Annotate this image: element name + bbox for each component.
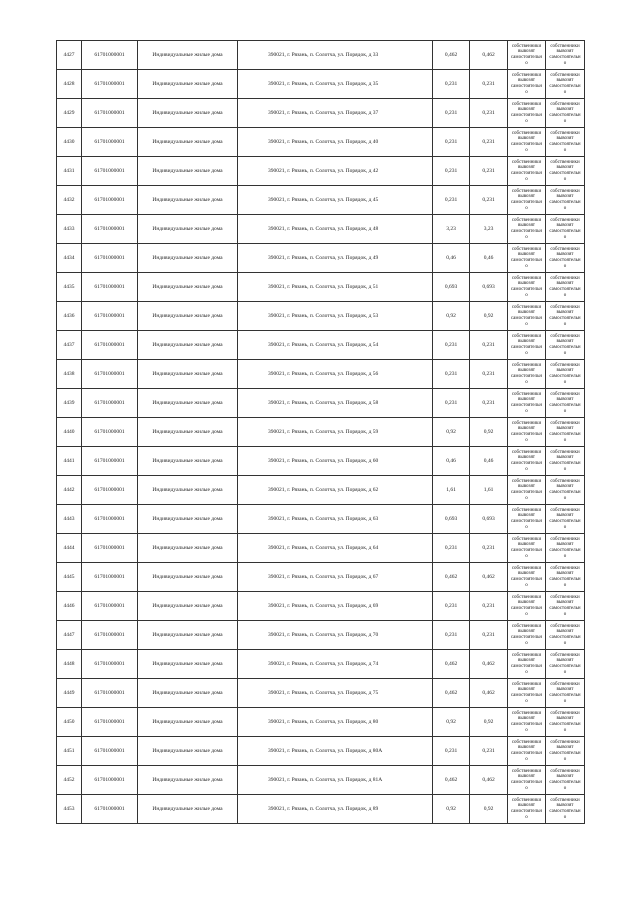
object-address: 390021, г. Рязань, п. Солотча, ул. Порядок, д 42	[238, 157, 433, 186]
object-type: Индивидуальные жилые дома	[138, 128, 238, 157]
object-address: 390021, г. Рязань, п. Солотча, ул. Порядок, д 81А	[238, 766, 433, 795]
note-cell: собственники вывозят самостоятельн о	[508, 302, 546, 331]
object-address: 390021, г. Рязань, п. Солотча, ул. Порядок, д 59	[238, 418, 433, 447]
object-type: Индивидуальные жилые дома	[138, 244, 238, 273]
volume-a: 0,92	[433, 795, 470, 824]
note-cell: собственники вывозят самостоятельн о	[508, 331, 546, 360]
volume-a: 0,231	[433, 592, 470, 621]
note-cell: собственники вывозят самостоятельн о	[508, 418, 546, 447]
object-type: Индивидуальные жилые дома	[138, 563, 238, 592]
note-cell: собственники вывозят самостоятельн о	[546, 186, 585, 215]
volume-b: 0,693	[470, 273, 508, 302]
row-number: 4429	[57, 99, 82, 128]
row-number: 4439	[57, 389, 82, 418]
object-type: Индивидуальные жилые дома	[138, 766, 238, 795]
oktmo-code: 61701000001	[82, 621, 138, 650]
note-cell: собственники вывозят самостоятельн о	[546, 273, 585, 302]
oktmo-code: 61701000001	[82, 70, 138, 99]
table-row	[57, 360, 585, 389]
object-address: 390021, г. Рязань, п. Солотча, ул. Порядок, д 62	[238, 476, 433, 505]
table-row	[57, 766, 585, 795]
object-type: Индивидуальные жилые дома	[138, 331, 238, 360]
volume-b: 0,92	[470, 795, 508, 824]
note-cell: собственники вывозят самостоятельн о	[546, 389, 585, 418]
oktmo-code: 61701000001	[82, 766, 138, 795]
note-cell: собственники вывозят самостоятельн о	[546, 679, 585, 708]
note-cell: собственники вывозят самостоятельн о	[508, 157, 546, 186]
object-address: 390021, г. Рязань, п. Солотча, ул. Порядок, д 53	[238, 302, 433, 331]
note-cell: собственники вывозят самостоятельн о	[546, 476, 585, 505]
table-row	[57, 99, 585, 128]
row-number: 4435	[57, 273, 82, 302]
volume-b: 0,462	[470, 766, 508, 795]
note-cell: собственники вывозят самостоятельн о	[546, 795, 585, 824]
object-type: Индивидуальные жилые дома	[138, 795, 238, 824]
volume-b: 0,231	[470, 737, 508, 766]
volume-a: 0,693	[433, 273, 470, 302]
volume-b: 0,693	[470, 505, 508, 534]
note-cell: собственники вывозят самостоятельн о	[546, 302, 585, 331]
table-row	[57, 650, 585, 679]
volume-a: 0,462	[433, 650, 470, 679]
note-cell: собственники вывозят самостоятельн о	[508, 650, 546, 679]
table-row	[57, 679, 585, 708]
table-row	[57, 505, 585, 534]
volume-a: 1,61	[433, 476, 470, 505]
volume-a: 0,231	[433, 157, 470, 186]
object-type: Индивидуальные жилые дома	[138, 273, 238, 302]
note-cell: собственники вывозят самостоятельн о	[508, 563, 546, 592]
object-type: Индивидуальные жилые дома	[138, 41, 238, 70]
object-address: 390021, г. Рязань, п. Солотча, ул. Порядок, д 70	[238, 621, 433, 650]
volume-a: 0,92	[433, 302, 470, 331]
table-row	[57, 389, 585, 418]
note-cell: собственники вывозят самостоятельн о	[546, 360, 585, 389]
table-row	[57, 534, 585, 563]
object-address: 390021, г. Рязань, п. Солотча, ул. Порядок, д 74	[238, 650, 433, 679]
note-cell: собственники вывозят самостоятельн о	[508, 679, 546, 708]
volume-b: 0,231	[470, 592, 508, 621]
object-type: Индивидуальные жилые дома	[138, 418, 238, 447]
object-address: 390021, г. Рязань, п. Солотча, ул. Порядок, д 64	[238, 534, 433, 563]
note-cell: собственники вывозят самостоятельн о	[508, 70, 546, 99]
volume-b: 0,231	[470, 70, 508, 99]
volume-a: 0,231	[433, 389, 470, 418]
note-cell: собственники вывозят самостоятельн о	[508, 99, 546, 128]
object-address: 390021, г. Рязань, п. Солотча, ул. Порядок, д 48	[238, 215, 433, 244]
volume-b: 0,92	[470, 708, 508, 737]
table-row	[57, 128, 585, 157]
oktmo-code: 61701000001	[82, 99, 138, 128]
volume-b: 3,23	[470, 215, 508, 244]
note-cell: собственники вывозят самостоятельн о	[508, 389, 546, 418]
volume-a: 0,231	[433, 360, 470, 389]
row-number: 4445	[57, 563, 82, 592]
volume-b: 0,92	[470, 418, 508, 447]
oktmo-code: 61701000001	[82, 679, 138, 708]
note-cell: собственники вывозят самостоятельн о	[546, 621, 585, 650]
table-row	[57, 418, 585, 447]
note-cell: собственники вывозят самостоятельн о	[546, 99, 585, 128]
volume-a: 0,462	[433, 563, 470, 592]
volume-a: 0,92	[433, 418, 470, 447]
note-cell: собственники вывозят самостоятельн о	[508, 186, 546, 215]
object-address: 390021, г. Рязань, п. Солотча, ул. Порядок, д 89	[238, 795, 433, 824]
row-number: 4448	[57, 650, 82, 679]
note-cell: собственники вывозят самостоятельн о	[508, 41, 546, 70]
table-row	[57, 331, 585, 360]
row-number: 4440	[57, 418, 82, 447]
object-type: Индивидуальные жилые дома	[138, 679, 238, 708]
volume-a: 0,462	[433, 766, 470, 795]
object-type: Индивидуальные жилые дома	[138, 534, 238, 563]
row-number: 4438	[57, 360, 82, 389]
note-cell: собственники вывозят самостоятельн о	[546, 41, 585, 70]
object-address: 390021, г. Рязань, п. Солотча, ул. Порядок, д 33	[238, 41, 433, 70]
volume-a: 0,462	[433, 679, 470, 708]
note-cell: собственники вывозят самостоятельн о	[508, 621, 546, 650]
object-address: 390021, г. Рязань, п. Солотча, ул. Порядок, д 80А	[238, 737, 433, 766]
oktmo-code: 61701000001	[82, 273, 138, 302]
note-cell: собственники вывозят самостоятельн о	[508, 215, 546, 244]
note-cell: собственники вывозят самостоятельн о	[546, 128, 585, 157]
row-number: 4453	[57, 795, 82, 824]
row-number: 4443	[57, 505, 82, 534]
table-row	[57, 795, 585, 824]
object-address: 390021, г. Рязань, п. Солотча, ул. Порядок, д 45	[238, 186, 433, 215]
note-cell: собственники вывозят самостоятельн о	[546, 215, 585, 244]
table-row	[57, 70, 585, 99]
note-cell: собственники вывозят самостоятельн о	[546, 505, 585, 534]
volume-b: 0,231	[470, 621, 508, 650]
volume-a: 0,231	[433, 70, 470, 99]
object-type: Индивидуальные жилые дома	[138, 708, 238, 737]
object-address: 390021, г. Рязань, п. Солотча, ул. Порядок, д 69	[238, 592, 433, 621]
table-row	[57, 215, 585, 244]
volume-a: 0,92	[433, 708, 470, 737]
row-number: 4427	[57, 41, 82, 70]
oktmo-code: 61701000001	[82, 418, 138, 447]
object-type: Индивидуальные жилые дома	[138, 650, 238, 679]
volume-a: 3,23	[433, 215, 470, 244]
note-cell: собственники вывозят самостоятельн о	[508, 505, 546, 534]
volume-b: 0,462	[470, 563, 508, 592]
table-row	[57, 563, 585, 592]
object-type: Индивидуальные жилые дома	[138, 157, 238, 186]
oktmo-code: 61701000001	[82, 389, 138, 418]
volume-a: 0,231	[433, 128, 470, 157]
table-row	[57, 273, 585, 302]
row-number: 4449	[57, 679, 82, 708]
note-cell: собственники вывозят самостоятельн о	[508, 273, 546, 302]
object-type: Индивидуальные жилые дома	[138, 302, 238, 331]
oktmo-code: 61701000001	[82, 302, 138, 331]
row-number: 4432	[57, 186, 82, 215]
object-type: Индивидуальные жилые дома	[138, 505, 238, 534]
oktmo-code: 61701000001	[82, 186, 138, 215]
volume-b: 0,462	[470, 41, 508, 70]
note-cell: собственники вывозят самостоятельн о	[546, 418, 585, 447]
object-type: Индивидуальные жилые дома	[138, 447, 238, 476]
object-type: Индивидуальные жилые дома	[138, 186, 238, 215]
row-number: 4428	[57, 70, 82, 99]
object-address: 390021, г. Рязань, п. Солотча, ул. Порядок, д 37	[238, 99, 433, 128]
object-address: 390021, г. Рязань, п. Солотча, ул. Порядок, д 63	[238, 505, 433, 534]
volume-a: 0,231	[433, 99, 470, 128]
volume-a: 0,231	[433, 186, 470, 215]
note-cell: собственники вывозят самостоятельн о	[546, 244, 585, 273]
object-type: Индивидуальные жилые дома	[138, 99, 238, 128]
oktmo-code: 61701000001	[82, 592, 138, 621]
volume-b: 0,46	[470, 447, 508, 476]
note-cell: собственники вывозят самостоятельн о	[546, 563, 585, 592]
note-cell: собственники вывозят самостоятельн о	[508, 360, 546, 389]
object-address: 390021, г. Рязань, п. Солотча, ул. Порядок, д 75	[238, 679, 433, 708]
volume-b: 0,231	[470, 360, 508, 389]
waste-registry-table	[56, 40, 585, 824]
oktmo-code: 61701000001	[82, 157, 138, 186]
volume-b: 0,231	[470, 99, 508, 128]
volume-b: 0,231	[470, 186, 508, 215]
note-cell: собственники вывозят самостоятельн о	[546, 766, 585, 795]
row-number: 4434	[57, 244, 82, 273]
table-row	[57, 621, 585, 650]
note-cell: собственники вывозят самостоятельн о	[546, 592, 585, 621]
note-cell: собственники вывозят самостоятельн о	[546, 157, 585, 186]
note-cell: собственники вывозят самостоятельн о	[546, 70, 585, 99]
oktmo-code: 61701000001	[82, 128, 138, 157]
table-row	[57, 447, 585, 476]
oktmo-code: 61701000001	[82, 476, 138, 505]
oktmo-code: 61701000001	[82, 650, 138, 679]
object-address: 390021, г. Рязань, п. Солотча, ул. Порядок, д 60	[238, 447, 433, 476]
table-row	[57, 41, 585, 70]
table-row	[57, 186, 585, 215]
oktmo-code: 61701000001	[82, 41, 138, 70]
row-number: 4441	[57, 447, 82, 476]
note-cell: собственники вывозят самостоятельн о	[508, 737, 546, 766]
note-cell: собственники вывозят самостоятельн о	[508, 534, 546, 563]
note-cell: собственники вывозят самостоятельн о	[508, 708, 546, 737]
object-address: 390021, г. Рязань, п. Солотча, ул. Порядок, д 35	[238, 70, 433, 99]
row-number: 4447	[57, 621, 82, 650]
object-type: Индивидуальные жилые дома	[138, 592, 238, 621]
object-address: 390021, г. Рязань, п. Солотча, ул. Порядок, д 40	[238, 128, 433, 157]
object-type: Индивидуальные жилые дома	[138, 737, 238, 766]
row-number: 4431	[57, 157, 82, 186]
object-type: Индивидуальные жилые дома	[138, 215, 238, 244]
volume-b: 0,231	[470, 389, 508, 418]
note-cell: собственники вывозят самостоятельн о	[508, 592, 546, 621]
oktmo-code: 61701000001	[82, 708, 138, 737]
note-cell: собственники вывозят самостоятельн о	[546, 737, 585, 766]
volume-b: 0,231	[470, 534, 508, 563]
row-number: 4433	[57, 215, 82, 244]
note-cell: собственники вывозят самостоятельн о	[508, 476, 546, 505]
volume-a: 0,231	[433, 737, 470, 766]
row-number: 4450	[57, 708, 82, 737]
oktmo-code: 61701000001	[82, 331, 138, 360]
oktmo-code: 61701000001	[82, 563, 138, 592]
object-type: Индивидуальные жилые дома	[138, 389, 238, 418]
note-cell: собственники вывозят самостоятельн о	[508, 795, 546, 824]
object-address: 390021, г. Рязань, п. Солотча, ул. Порядок, д 51	[238, 273, 433, 302]
oktmo-code: 61701000001	[82, 360, 138, 389]
row-number: 4442	[57, 476, 82, 505]
object-address: 390021, г. Рязань, п. Солотча, ул. Порядок, д 54	[238, 331, 433, 360]
row-number: 4444	[57, 534, 82, 563]
row-number: 4436	[57, 302, 82, 331]
object-address: 390021, г. Рязань, п. Солотча, ул. Порядок, д 56	[238, 360, 433, 389]
volume-a: 0,231	[433, 621, 470, 650]
note-cell: собственники вывозят самостоятельн о	[508, 766, 546, 795]
table-row	[57, 737, 585, 766]
note-cell: собственники вывозят самостоятельн о	[546, 331, 585, 360]
note-cell: собственники вывозят самостоятельн о	[508, 244, 546, 273]
table-row	[57, 302, 585, 331]
volume-a: 0,462	[433, 41, 470, 70]
object-address: 390021, г. Рязань, п. Солотча, ул. Порядок, д 49	[238, 244, 433, 273]
note-cell: собственники вывозят самостоятельн о	[546, 650, 585, 679]
volume-a: 0,46	[433, 447, 470, 476]
object-type: Индивидуальные жилые дома	[138, 621, 238, 650]
note-cell: собственники вывозят самостоятельн о	[546, 447, 585, 476]
note-cell: собственники вывозят самостоятельн о	[508, 128, 546, 157]
volume-a: 0,693	[433, 505, 470, 534]
object-type: Индивидуальные жилые дома	[138, 360, 238, 389]
oktmo-code: 61701000001	[82, 534, 138, 563]
oktmo-code: 61701000001	[82, 795, 138, 824]
row-number: 4437	[57, 331, 82, 360]
object-type: Индивидуальные жилые дома	[138, 476, 238, 505]
volume-a: 0,231	[433, 534, 470, 563]
row-number: 4451	[57, 737, 82, 766]
table-row	[57, 476, 585, 505]
volume-a: 0,231	[433, 331, 470, 360]
volume-b: 0,231	[470, 128, 508, 157]
volume-b: 0,231	[470, 157, 508, 186]
oktmo-code: 61701000001	[82, 505, 138, 534]
oktmo-code: 61701000001	[82, 447, 138, 476]
volume-b: 0,462	[470, 679, 508, 708]
table-row	[57, 244, 585, 273]
note-cell: собственники вывозят самостоятельн о	[546, 534, 585, 563]
table-row	[57, 157, 585, 186]
volume-b: 0,231	[470, 331, 508, 360]
oktmo-code: 61701000001	[82, 737, 138, 766]
volume-b: 0,92	[470, 302, 508, 331]
volume-b: 0,462	[470, 650, 508, 679]
row-number: 4446	[57, 592, 82, 621]
note-cell: собственники вывозят самостоятельн о	[546, 708, 585, 737]
table-row	[57, 592, 585, 621]
object-address: 390021, г. Рязань, п. Солотча, ул. Порядок, д 58	[238, 389, 433, 418]
table-row	[57, 708, 585, 737]
note-cell: собственники вывозят самостоятельн о	[508, 447, 546, 476]
volume-b: 0,46	[470, 244, 508, 273]
volume-a: 0,46	[433, 244, 470, 273]
row-number: 4452	[57, 766, 82, 795]
object-address: 390021, г. Рязань, п. Солотча, ул. Порядок, д 67	[238, 563, 433, 592]
object-type: Индивидуальные жилые дома	[138, 70, 238, 99]
oktmo-code: 61701000001	[82, 215, 138, 244]
object-address: 390021, г. Рязань, п. Солотча, ул. Порядок, д 80	[238, 708, 433, 737]
row-number: 4430	[57, 128, 82, 157]
volume-b: 1,61	[470, 476, 508, 505]
oktmo-code: 61701000001	[82, 244, 138, 273]
